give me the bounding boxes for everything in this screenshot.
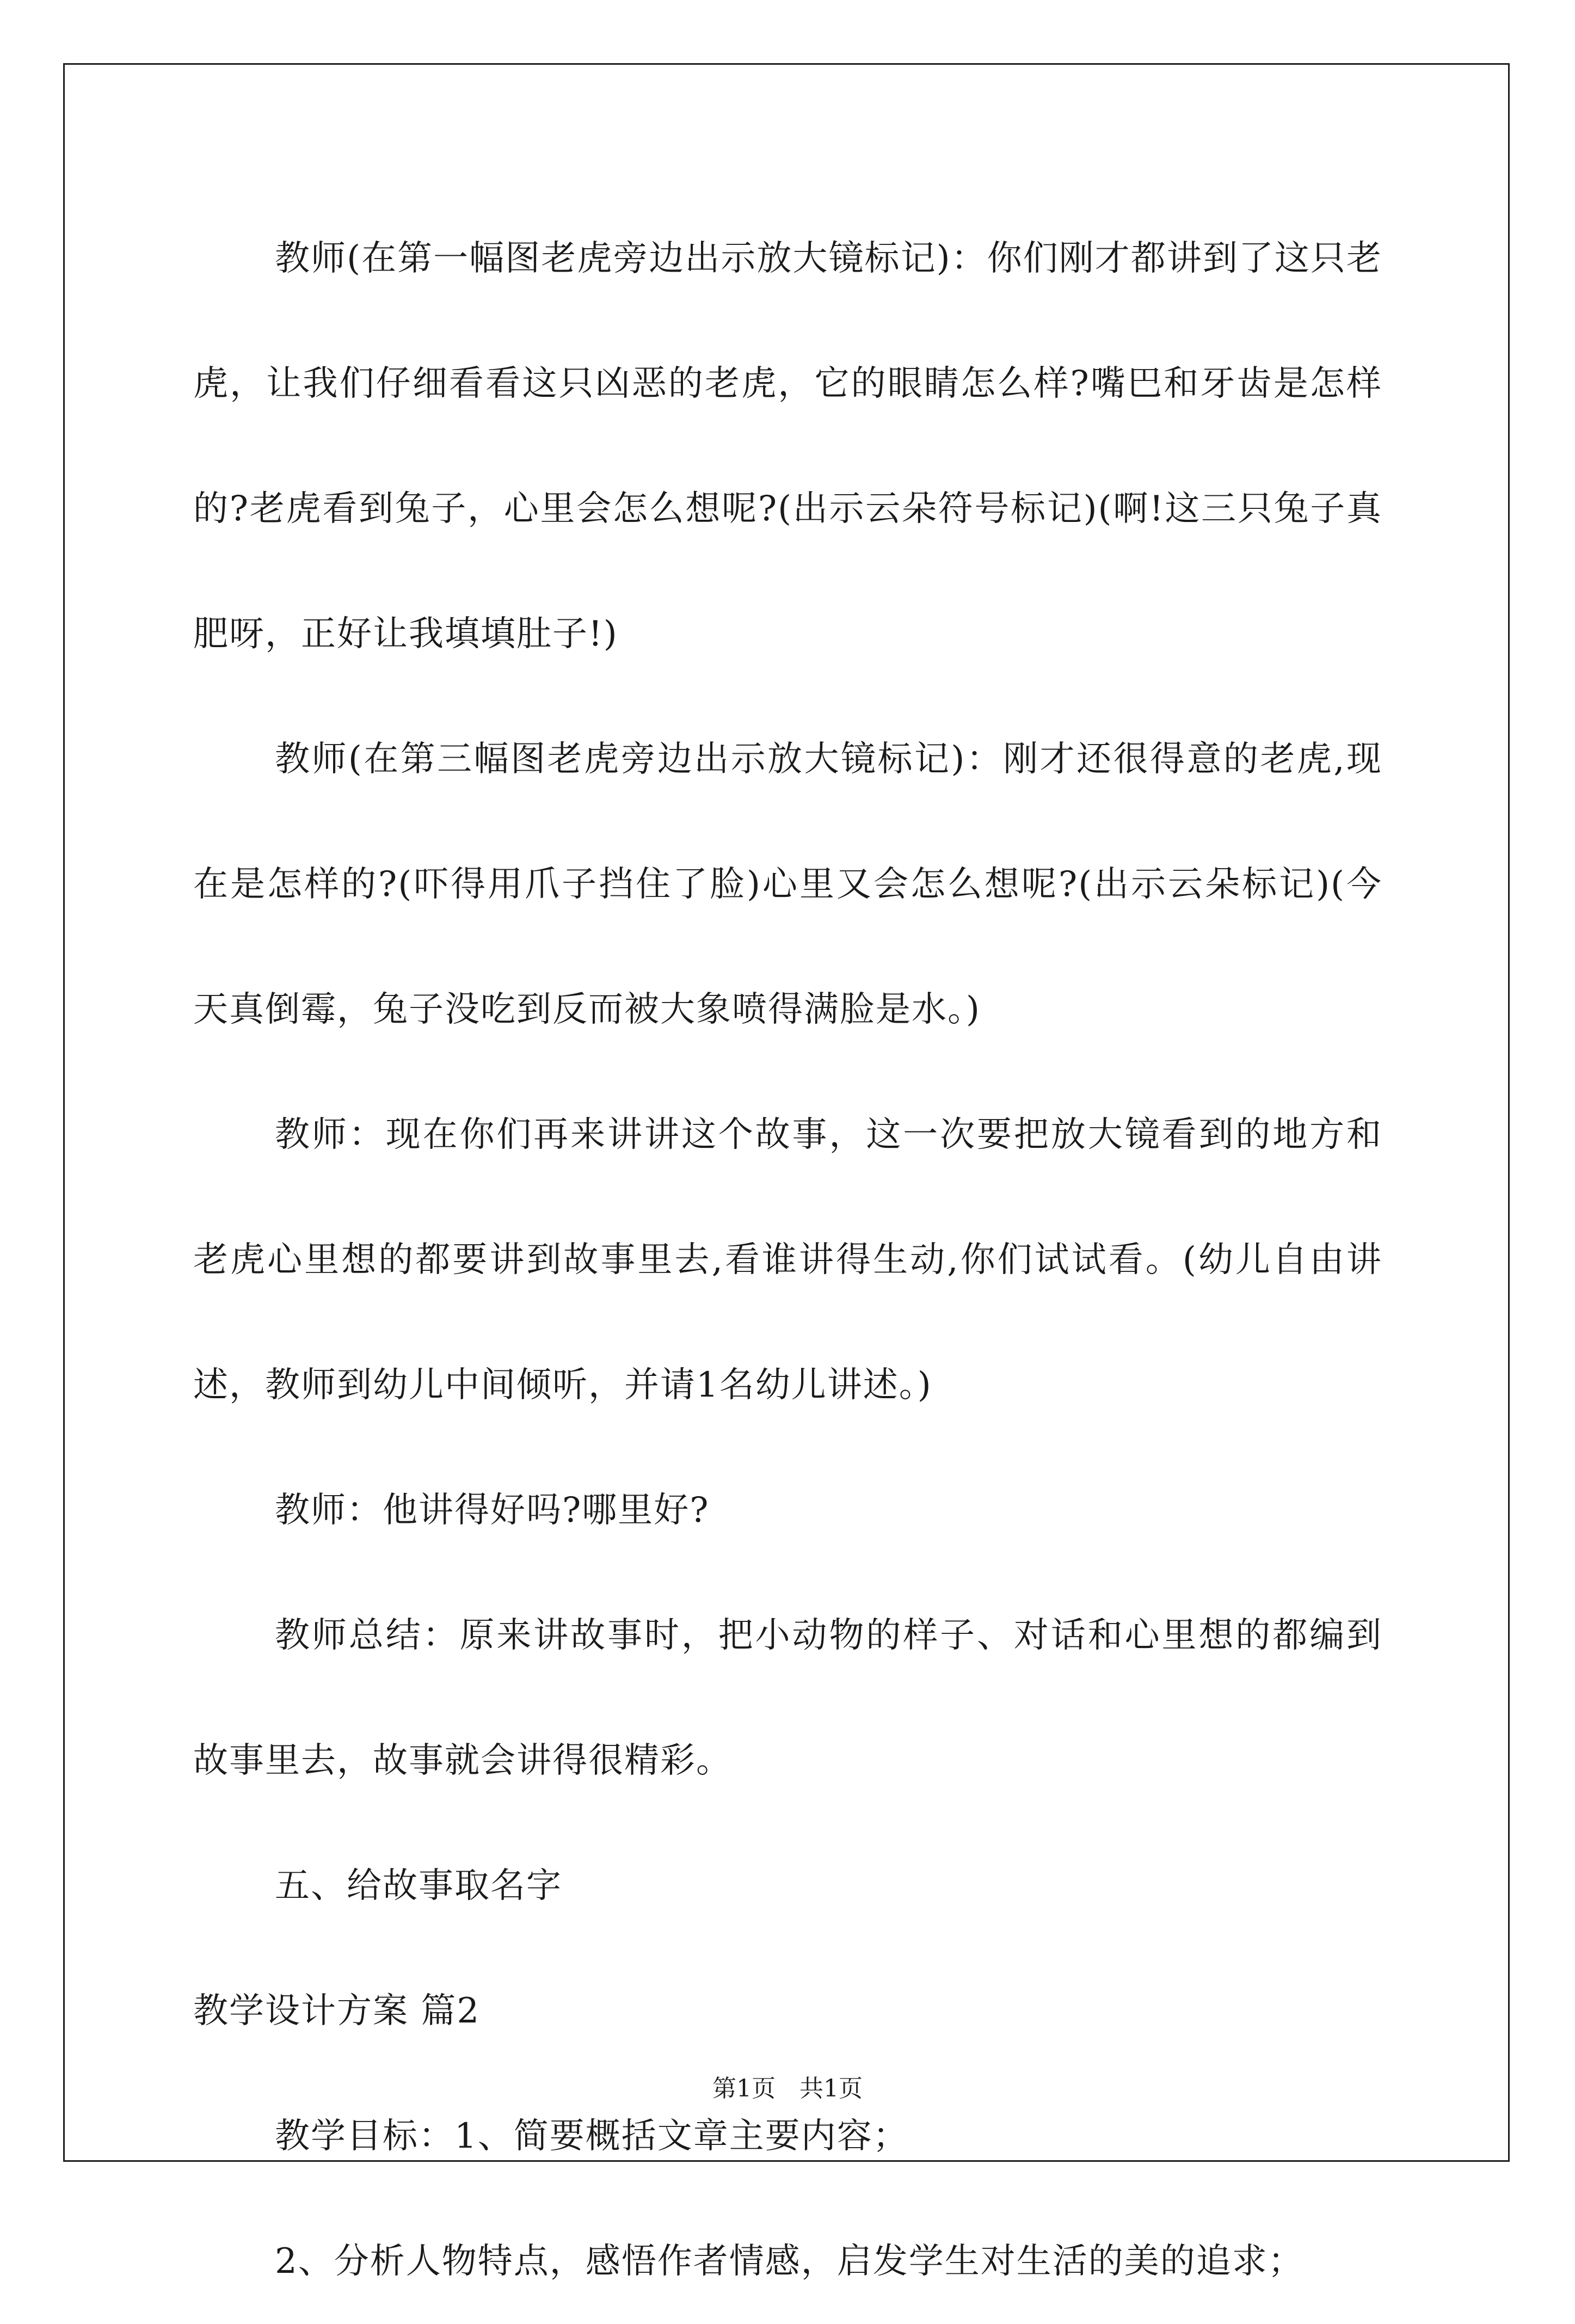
paragraph-tiger-third-picture: 教师(在第三幅图老虎旁边出示放大镜标记)：刚才还很得意的老虎,现在是怎样的?(吓得用爪子挡住了脸)心里又会怎么想呢?(出示云朵标记)(今天真倒霉，兔子没吃到反而被大象喷得满脸是水。) [193, 739, 1382, 1030]
paragraph-tiger-first-picture: 教师(在第一幅图老虎旁边出示放大镜标记)：你们刚才都讲到了这只老虎，让我们仔细看看这只凶恶的老虎，它的眼睛怎么样?嘴巴和牙齿是怎样的?老虎看到兔子，心里会怎么想呢?(出示云朵符号标记)(啊!这三只兔子真肥呀，正好让我填填肚子!) [193, 238, 1382, 654]
page-number-footer: 第1页 共1页 [712, 2075, 863, 2102]
section-heading: 教学设计方案 篇2 [193, 1991, 481, 2031]
document-body [193, 196, 1382, 2324]
paragraph-teacher-question: 教师：他讲得好吗?哪里好? [275, 1490, 710, 1530]
paragraph-section-five: 五、给故事取名字 [275, 1866, 562, 1906]
paragraph-teaching-goal-1: 教学目标：1、简要概括文章主要内容； [275, 2116, 909, 2156]
paragraph-teaching-goal-2: 2、分析人物特点，感悟作者情感，启发学生对生活的美的追求； [275, 2241, 1304, 2282]
paragraph-retell-story: 教师：现在你们再来讲讲这个故事，这一次要把放大镜看到的地方和老虎心里想的都要讲到故事里去,看谁讲得生动,你们试试看。(幼儿自由讲述，教师到幼儿中间倾听，并请1名幼儿讲述。) [193, 1115, 1382, 1405]
paragraph-teacher-summary: 教师总结：原来讲故事时，把小动物的样子、对话和心里想的都编到故事里去，故事就会讲得很精彩。 [193, 1615, 1382, 1781]
